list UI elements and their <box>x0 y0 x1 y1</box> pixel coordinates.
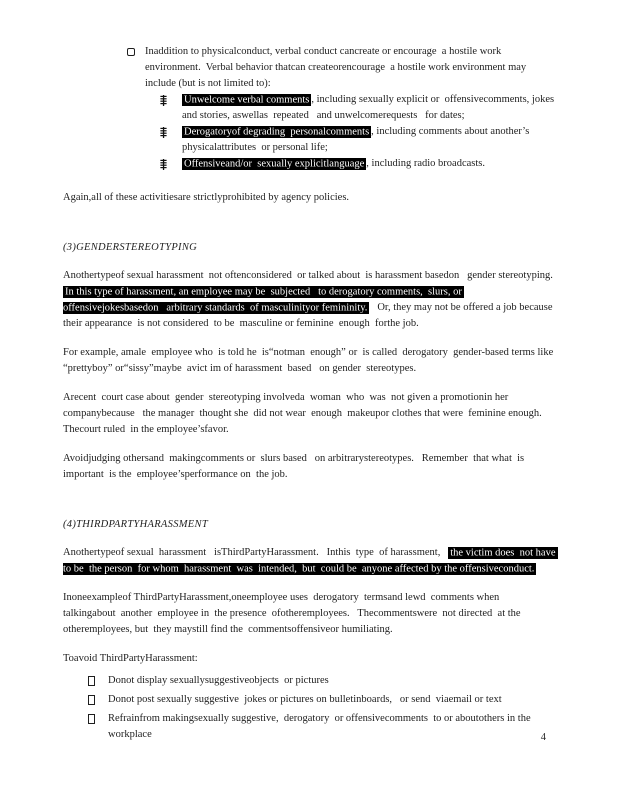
bullet-marker-column <box>160 156 182 176</box>
bullet-marker-column <box>88 711 108 730</box>
section-heading-third-party-harassment: (4)THIRDPARTYHARASSMENT <box>63 519 208 530</box>
bullet-text-rest: , including comments about another’s physicalattributes or personal life; <box>182 126 532 153</box>
bullet-marker-column <box>88 673 108 692</box>
paragraph-text: Anothertypeof sexual harassment not oftenconsidered or talked about is harassment basedon gender stereotyping. <box>63 270 559 281</box>
highlighted-phrase: Offensiveand/or sexually explicitlanguage <box>184 158 365 169</box>
bullet-marker-column <box>88 692 108 711</box>
highlighted-phrase: the victim does not have to be the person for whom harassment was intended, but could be anyone affected by the offensiveconduct. <box>63 547 559 574</box>
bullet-text: Donot display sexuallysuggestiveobjects or pictures <box>108 675 329 686</box>
box-bullet-icon <box>88 676 95 686</box>
circle-bullet-icon <box>127 48 135 56</box>
list-item-do-not-post <box>63 692 556 711</box>
paragraph-third-party <box>63 545 559 577</box>
paragraph-again: Again,all of these activitiesare strictlyprohibited by agency policies. <box>63 192 350 203</box>
paragraph-text: Anothertypeof sexual harassment isThirdPartyHarassment. Inthis type of harassment, <box>63 547 449 558</box>
bullet-marker-column <box>160 124 182 144</box>
list-item-derogatory-comments <box>63 124 556 156</box>
list-item-refrain <box>63 711 556 743</box>
paragraph-court-case: Arecent court case about gender stereotyping involveda woman who was not given a promotionin her companybecause the manager thought she did not wear enough makeupor clothes that were feminine enough. Thecourt ruled in the employee’sfavor. <box>63 392 550 435</box>
bullet-text <box>182 156 556 172</box>
bullet-text <box>182 92 556 124</box>
bullet-text: Inaddition to physicalconduct, verbal conduct cancreate or encourage a hostile work environment. Verbal behavior thatcan createorencourage a hostile work environment may include (but is not limited to): <box>145 46 529 89</box>
paragraph-third-party-example: Inoneexampleof ThirdPartyHarassment,oneemployee uses derogatory termsand lewd comments when talkingabout another employee in the presence ofotheremployees. Thecommentswere not directed at the otheremployees, but they maystill find the commentsoffensiveor humiliating. <box>63 592 526 635</box>
paragraph-example-male-employee: For example, amale employee who is told he is“notman enough” or is called derogatory gender-based terms like “prettyboy” or“sissy”maybe avict im of harassment based on gender stereotypes. <box>63 347 556 374</box>
paragraph-avoid-judging: Avoidjudging othersand makingcomments or slurs based on arbitrarystereotypes. Remember that what is important is the employee’sperformance on the job. <box>63 453 527 480</box>
list-item-verbal-conduct <box>63 44 556 92</box>
box-bullet-icon <box>88 695 95 705</box>
bullet-text: Donot post sexually suggestive jokes or pictures on bulletinboards, or send viaemail or text <box>108 694 502 705</box>
bullet-text <box>182 124 556 156</box>
list-item-unwelcome-comments <box>63 92 556 124</box>
paragraph-text: Or, they may not be offered a job because their appearance is not considered to be masculine or feminine enough forthe job. <box>63 302 561 329</box>
box-bullet-icon <box>88 714 95 724</box>
bullet-text-rest: , including radio broadcasts. <box>366 158 485 169</box>
bullet-text-rest: , including sexually explicit or offensivecomments, jokes and stories, aswellas repeated and unwelcomerequests for dates; <box>182 94 557 121</box>
highlighted-phrase: Derogatoryof degrading personalcomments <box>184 126 370 137</box>
section-heading-gender-stereotyping: (3)GENDERSTEREOTYPING <box>63 242 198 253</box>
bullet-text: Refrainfrom makingsexually suggestive, derogatory or offensivecomments to or aboutothers in the workplace <box>108 713 534 740</box>
bullet-marker-column <box>160 92 182 112</box>
bars-bullet-icon <box>160 95 167 106</box>
paragraph-gender-stereotyping <box>63 268 561 332</box>
page-number: 4 <box>540 732 546 743</box>
highlighted-phrase: In this type of harassment, an employee may be subjected to derogatory comments, slurs, or offensivejokesbasedon arbitrary standards of masculinityor femininity. <box>63 286 465 313</box>
bullet-marker-column <box>127 44 145 62</box>
list-item-do-not-display <box>63 673 556 692</box>
list-item-offensive-language <box>63 156 556 176</box>
bars-bullet-icon <box>160 159 167 170</box>
paragraph-to-avoid: Toavoid ThirdPartyHarassment: <box>63 653 198 664</box>
bars-bullet-icon <box>160 127 167 138</box>
highlighted-phrase: Unwelcome verbal comments <box>184 94 310 105</box>
